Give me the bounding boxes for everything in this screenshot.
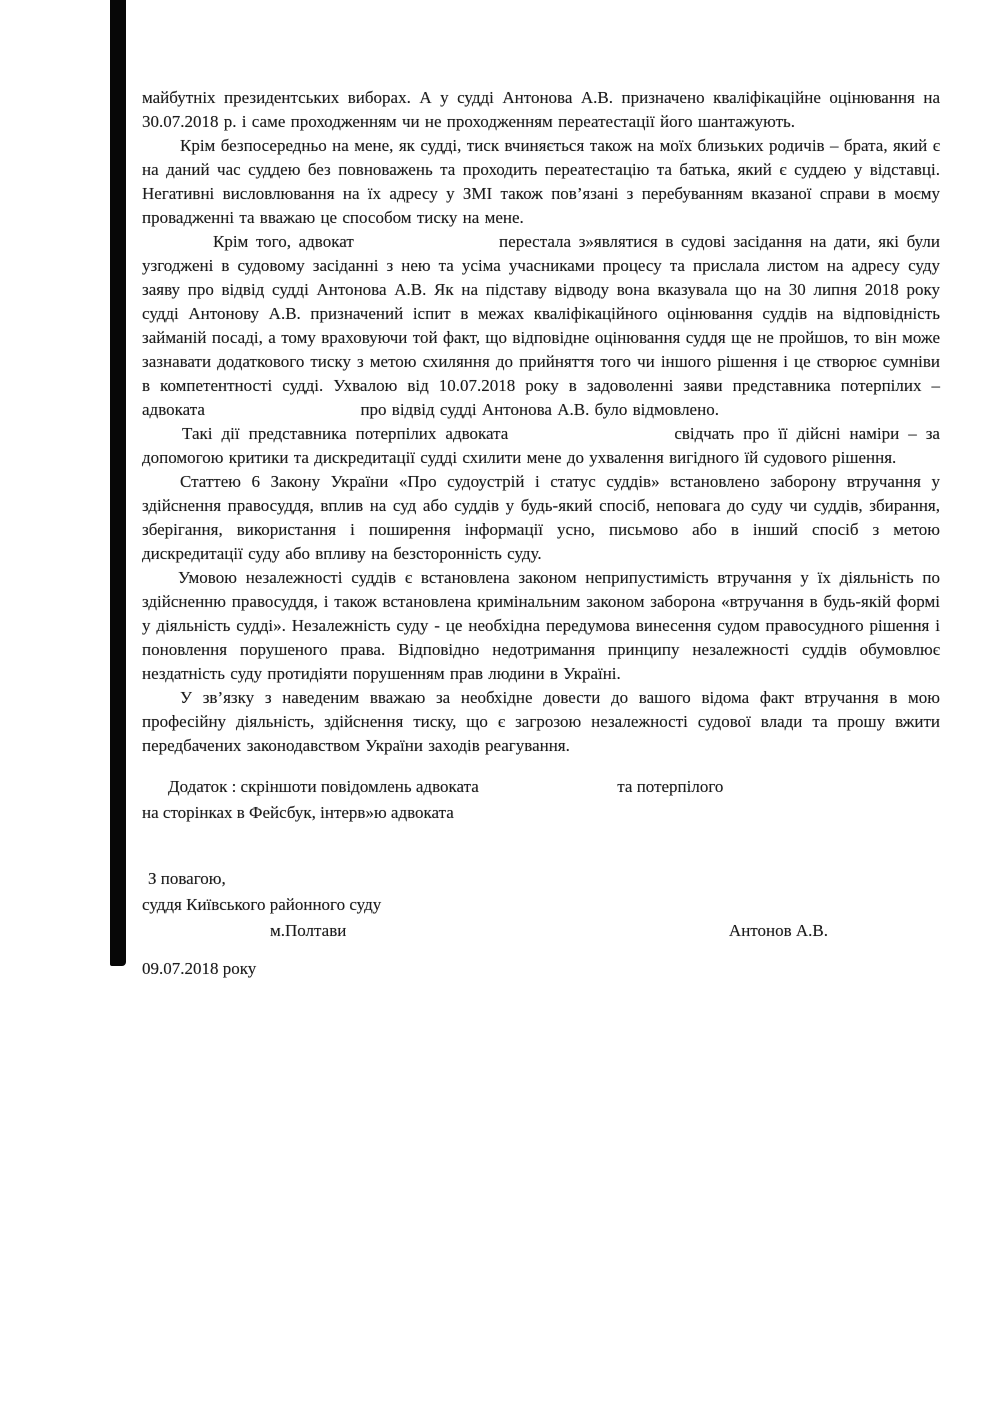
attachment-note xyxy=(142,774,940,826)
attachment-line-1: Додаток : скріншоти повідомлень адвоката та потерпілого xyxy=(168,777,724,796)
paragraph: У зв’язку з наведеним вважаю за необхідне довести до вашого відома факт втручання в мою професійну діяльність, здійснення тиску, що є загрозою незалежності судової влади та прошу вжити передбачених законодавством України заходів реагування. xyxy=(142,688,940,755)
attachment-line-2: на сторінках в Фейсбук, інтерв»ю адвоката xyxy=(142,803,454,822)
redacted-name-gap xyxy=(483,791,613,792)
redacted-name-gap xyxy=(517,438,665,439)
redacted-name-gap xyxy=(361,246,491,247)
paragraph: Такі дії представника потерпілих адвоката свідчать про її дійсні наміри – за допомогою критики та дискредитації судді схилити мене до ухвалення вигідного їй судового рішення. xyxy=(142,424,940,467)
paragraph: Крім того, адвокат перестала з»являтися в судові засідання на дати, які були узгоджені в судовому засіданні з нею та усіма учасниками процесу та прислала листом на адресу суду заяву про відвід судді Антонова А.В. Як на підставу відводу вона вказувала що на 30 липня 2018 року судді Антонову А.В. призначений іспит в межах кваліфікаційного оцінювання суддів на відповідність займаній посаді, а тому враховуючи той факт, що відповідне оцінювання суддя ще не пройшов, то він може зазнавати додаткового тиску з метою схиляння до прийняття того чи іншого рішення і це створює сумніви в компетентності судді. Ухвалою від 10.07.2018 року в задоволенні заяви представника потерпілих – адвоката про відвід судді Антонова А.В. було відмовлено. xyxy=(142,232,940,419)
document-body xyxy=(142,86,940,982)
paragraphs-container xyxy=(142,86,940,758)
signature-name: Антонов А.В. xyxy=(728,921,828,940)
document-date: 09.07.2018 року xyxy=(142,959,257,978)
signature-city: м.Полтави xyxy=(270,921,347,940)
signature-salutation: З повагою, xyxy=(148,869,226,888)
signature-title: суддя Київського районного суду xyxy=(142,895,382,914)
signature-row xyxy=(142,918,940,944)
paragraph: Статтею 6 Закону України «Про судоустрій і статус суддів» встановлено заборону втручання у здійснення правосуддя, вплив на суд або суддів у будь-який спосіб, неповага до суду чи суддів, збирання, зберігання, використання і поширення інформації усно, письмово або в інший спосіб з метою дискредитації суду або впливу на безсторонність суду. xyxy=(142,472,940,563)
signature-block xyxy=(142,866,940,944)
scan-artifact-bar xyxy=(110,0,126,966)
paragraph: Умовою незалежності суддів є встановлена законом неприпустимість втручання у їх діяльність по здійсненню правосуддя, і також встановлена кримінальним законом заборона «втручання в будь-якій формі у діяльність судді». Незалежність суду - це необхідна передумова винесення судом правосудного рішення і поновлення порушеного права. Відповідно недотримання принципу незалежності суддів обумовлює нездатність суду протидіяти порушенням прав людини в Україні. xyxy=(142,568,940,683)
paragraph: Крім безпосередньо на мене, як судді, тиск вчиняється також на моїх близьких родичів – брата, який є на даний час суддею без повноважень та проходить переатестацію та батька, який є суддею у відставці. Негативні висловлювання на їх адресу у ЗМІ також пов’язані з перебуванням вказаної справи в моєму провадженні та вважаю це способом тиску на мене. xyxy=(142,136,940,227)
paragraph: майбутніх президентських виборах. А у судді Антонова А.В. призначено кваліфікаційне оцінювання на 30.07.2018 р. і саме проходженням чи не проходженням переатестації його шантажують. xyxy=(142,88,940,131)
redacted-name-gap xyxy=(210,414,355,415)
